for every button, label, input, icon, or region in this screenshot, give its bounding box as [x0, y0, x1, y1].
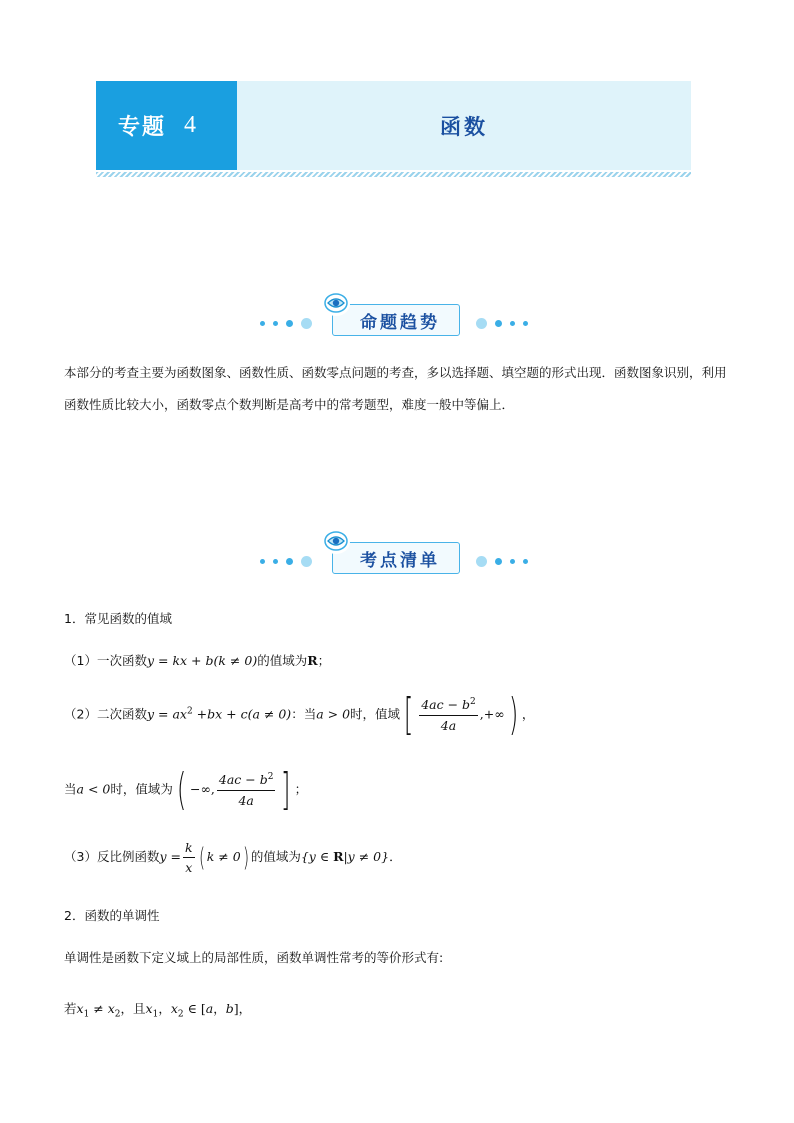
section-heading-trend	[250, 292, 540, 342]
item-inverse-function: （3）反比例函数y = $\frac{k}{x}$ ( k ≠ 0) 的值域为{y ∈ R|y ≠ 0}．	[64, 840, 402, 875]
chapter-label-block	[96, 81, 237, 170]
monotonicity-condition: 若$x_1 \ne x_2$，且$x_1$，$x_2$ ∈ [a，b]，	[64, 1001, 252, 1020]
item-linear-function: （1）一次函数y = kx + b(k ≠ 0)的值域为R；	[64, 653, 331, 668]
banner-stripe-divider	[96, 172, 691, 177]
section-title-box	[332, 304, 460, 336]
decor-dots-left	[260, 556, 312, 567]
chapter-banner	[96, 81, 691, 170]
item-quadratic-negative: 当a < 0时，值域为( −∞, $\frac{4ac - b^2}{4a}$ ] ；	[64, 764, 308, 815]
section-title-box	[332, 542, 460, 574]
eye-icon	[322, 530, 350, 554]
trend-paragraph: 本部分的考查主要为函数图象、函数性质、函数零点问题的考查，多以选择题、填空题的形式出现．函数图象识别，利用函数性质比较大小，函数零点个数判断是高考中的常考题型，难度一般中等偏上．	[64, 365, 727, 412]
heading-1: 1．常见函数的值域	[64, 611, 172, 626]
heading-2: 2．函数的单调性	[64, 908, 160, 923]
chapter-title: 函数	[440, 113, 488, 139]
monotonicity-intro: 单调性是函数下定义域上的局部性质，函数单调性常考的等价形式有:	[64, 950, 444, 965]
eye-icon	[322, 292, 350, 316]
section-title: 命题趋势	[360, 312, 440, 333]
decor-dots-left	[260, 318, 312, 329]
decor-dots-right	[476, 318, 528, 329]
item-quadratic-function: （2）二次函数$y = ax^2 +bx + c(a \ne 0)$：当a > 0时，值域[ $\frac{4ac - b^2}{4a}$ ,+∞) ，	[64, 689, 535, 740]
section-title: 考点清单	[360, 550, 440, 571]
chapter-label: 专题	[118, 114, 167, 140]
section-heading-checklist	[250, 530, 540, 580]
decor-dots-right	[476, 556, 528, 567]
chapter-number: 4	[184, 112, 197, 138]
